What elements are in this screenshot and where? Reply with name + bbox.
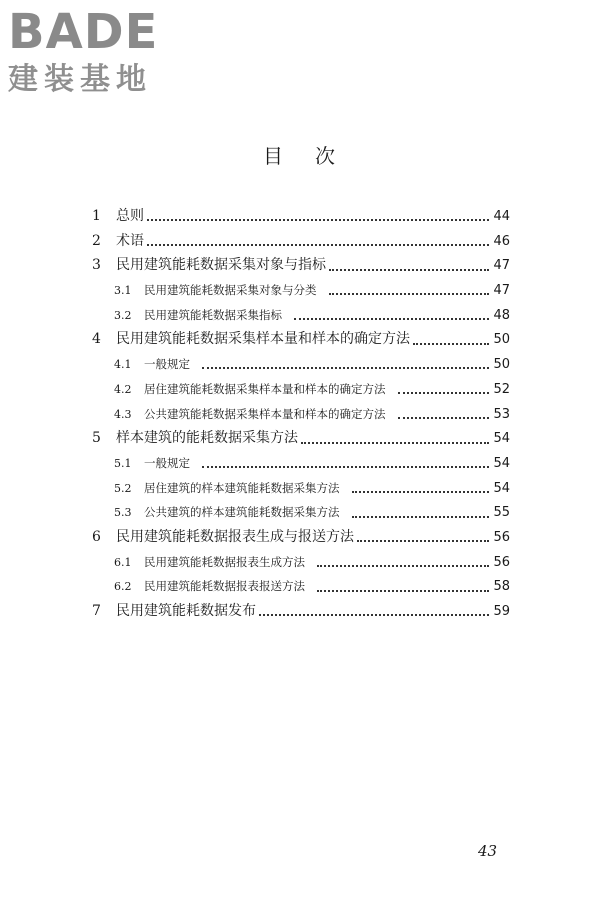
toc-entry-number: 6 bbox=[92, 528, 101, 545]
toc-entry[interactable] bbox=[92, 352, 510, 377]
dot-leader bbox=[329, 269, 489, 271]
toc-entry-label: 民用建筑能耗数据采集样本量和样本的确定方法 bbox=[116, 331, 410, 348]
toc-entry-label: 居住建筑的样本建筑能耗数据采集方法 bbox=[144, 480, 340, 495]
toc-entry-page: 47 bbox=[493, 283, 510, 299]
toc-entry-number: 3 bbox=[92, 257, 101, 274]
toc-entry-number: 4.1 bbox=[114, 358, 132, 372]
toc-entry-number: 7 bbox=[92, 603, 101, 619]
toc-entry-label: 民用建筑能耗数据报表生成与报送方法 bbox=[116, 528, 354, 545]
dot-leader bbox=[329, 293, 490, 295]
toc-entry-label: 民用建筑能耗数据报表报送方法 bbox=[144, 579, 305, 594]
dot-leader bbox=[301, 442, 489, 444]
toc-entry-page: 46 bbox=[493, 233, 510, 249]
toc-entry-label: 术语 bbox=[116, 232, 144, 249]
toc-entry[interactable] bbox=[92, 377, 510, 402]
toc-entry-page: 48 bbox=[493, 307, 510, 323]
toc-entry-label: 总则 bbox=[116, 208, 144, 224]
toc-entry-page: 55 bbox=[493, 505, 510, 521]
dot-leader bbox=[352, 491, 490, 493]
toc-entry[interactable] bbox=[92, 599, 510, 624]
toc-entry-page: 50 bbox=[493, 332, 510, 348]
toc-entry-number: 6.1 bbox=[114, 555, 132, 569]
toc-entry-page: 54 bbox=[493, 480, 510, 496]
toc-entry-page: 56 bbox=[493, 554, 510, 570]
toc-entry-label: 公共建筑的样本建筑能耗数据采集方法 bbox=[144, 505, 340, 520]
toc-entry[interactable] bbox=[92, 229, 510, 254]
toc-entry-label: 民用建筑能耗数据报表生成方法 bbox=[144, 554, 305, 569]
toc-entry-number: 2 bbox=[92, 232, 101, 249]
dot-leader bbox=[147, 244, 489, 246]
dot-leader bbox=[413, 343, 489, 345]
toc-entry-page: 59 bbox=[493, 604, 510, 619]
logo-subtitle: 建装基地 bbox=[8, 62, 152, 97]
dot-leader bbox=[357, 540, 489, 542]
toc-entry-number: 6.2 bbox=[114, 580, 132, 594]
toc-entry-label: 民用建筑能耗数据采集对象与指标 bbox=[116, 257, 326, 274]
toc-entry-number: 5.1 bbox=[114, 456, 132, 470]
watermark-logo bbox=[8, 6, 178, 100]
toc-entry-page: 44 bbox=[493, 209, 510, 224]
dot-leader bbox=[317, 590, 489, 592]
toc-entry-number: 5.2 bbox=[114, 481, 132, 495]
dot-leader bbox=[259, 614, 489, 616]
toc-entry-page: 54 bbox=[493, 431, 510, 447]
toc-entry-label: 民用建筑能耗数据采集对象与分类 bbox=[144, 283, 317, 298]
toc-entry[interactable] bbox=[92, 574, 510, 599]
toc-entry-label: 民用建筑能耗数据发布 bbox=[116, 603, 256, 619]
page-title bbox=[0, 140, 600, 169]
dot-leader bbox=[398, 392, 490, 394]
toc-entry-number: 1 bbox=[92, 208, 101, 224]
toc-entry[interactable] bbox=[92, 500, 510, 525]
toc-entry[interactable] bbox=[92, 303, 510, 328]
toc-entry[interactable] bbox=[92, 451, 510, 476]
title-right: 次 bbox=[315, 144, 337, 168]
toc-entry-label: 一般规定 bbox=[144, 357, 190, 372]
toc-entry-number: 3.1 bbox=[114, 284, 132, 298]
toc-entry-page: 52 bbox=[493, 381, 510, 397]
toc-entry[interactable] bbox=[92, 278, 510, 303]
table-of-contents bbox=[92, 204, 510, 624]
toc-entry[interactable] bbox=[92, 426, 510, 451]
logo-brand: BADE bbox=[8, 4, 159, 60]
toc-entry-page: 50 bbox=[493, 357, 510, 373]
toc-entry-number: 4.2 bbox=[114, 382, 132, 396]
dot-leader bbox=[398, 417, 490, 419]
dot-leader bbox=[317, 565, 489, 567]
toc-entry-page: 47 bbox=[493, 258, 510, 274]
toc-entry[interactable] bbox=[92, 402, 510, 427]
toc-entry-page: 58 bbox=[493, 579, 510, 595]
toc-entry-number: 5.3 bbox=[114, 506, 132, 520]
toc-entry-label: 居住建筑能耗数据采集样本量和样本的确定方法 bbox=[144, 381, 386, 396]
toc-entry[interactable] bbox=[92, 476, 510, 501]
toc-entry[interactable] bbox=[92, 204, 510, 229]
toc-entry-label: 样本建筑的能耗数据采集方法 bbox=[116, 430, 298, 447]
toc-entry-number: 4 bbox=[92, 331, 101, 348]
toc-entry-page: 56 bbox=[493, 529, 510, 545]
dot-leader bbox=[202, 466, 489, 468]
dot-leader bbox=[202, 367, 489, 369]
dot-leader bbox=[294, 318, 489, 320]
toc-entry-label: 公共建筑能耗数据采集样本量和样本的确定方法 bbox=[144, 406, 386, 421]
toc-entry-number: 4.3 bbox=[114, 407, 132, 421]
dot-leader bbox=[147, 219, 489, 221]
toc-entry[interactable] bbox=[92, 525, 510, 550]
toc-entry[interactable] bbox=[92, 550, 510, 575]
toc-entry-label: 一般规定 bbox=[144, 455, 190, 470]
toc-entry-page: 53 bbox=[493, 406, 510, 422]
toc-entry-number: 5 bbox=[92, 430, 101, 447]
page-number: 43 bbox=[478, 842, 498, 860]
toc-entry-page: 54 bbox=[493, 455, 510, 471]
toc-entry-number: 3.2 bbox=[114, 308, 132, 322]
toc-entry-label: 民用建筑能耗数据采集指标 bbox=[144, 307, 282, 322]
toc-entry[interactable] bbox=[92, 327, 510, 352]
dot-leader bbox=[352, 516, 490, 518]
toc-entry[interactable] bbox=[92, 253, 510, 278]
title-left: 目 bbox=[263, 144, 285, 168]
